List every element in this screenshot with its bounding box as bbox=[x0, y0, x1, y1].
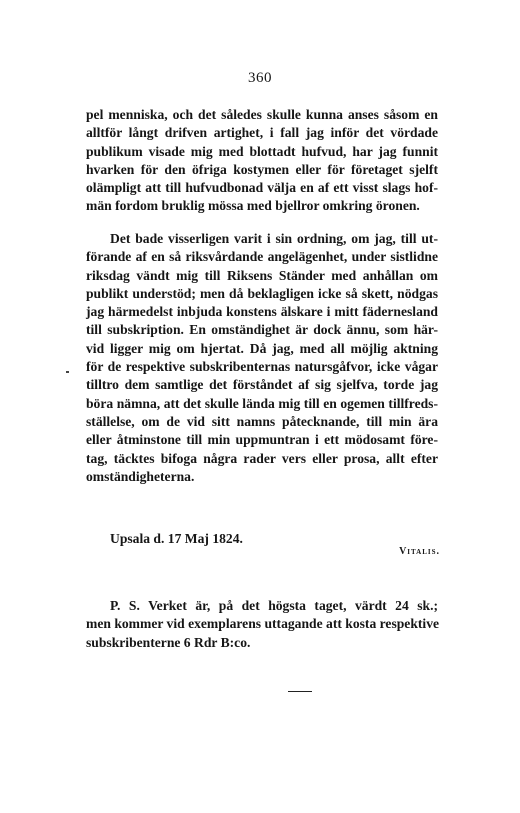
text-line: Det bade visserligen varit i sin ordning, om jag, till ut- bbox=[110, 231, 438, 246]
dateline: Upsala d. 17 Maj 1824. bbox=[110, 531, 243, 546]
text-line: riksdag vändt mig till Riksens Ständer med anhållan om bbox=[86, 267, 438, 283]
page-number: 360 bbox=[248, 70, 272, 86]
text-line: publikt understöd; men då beklagligen icke så skett, nödgas bbox=[86, 285, 438, 301]
postscript bbox=[86, 597, 438, 652]
text-line: publikum visade mig med blottadt hufvud, har jag funnit bbox=[86, 143, 438, 159]
margin-mark bbox=[66, 371, 69, 373]
text-line: vid ligger mig om hjertat. Då jag, med all möjlig aktning bbox=[86, 340, 438, 356]
text-line: förande af en så riksvårdande angelägenhet, under sistlidne bbox=[86, 249, 438, 265]
text-line: hvarken för den öfriga kostymen eller för företaget sjelft bbox=[86, 161, 438, 177]
text-line: tilltro dem samtlige det förståndet af sig sjelfva, torde jag bbox=[86, 377, 438, 393]
text-line: till subskription. En omständighet är dock ännu, som här- bbox=[86, 322, 438, 338]
text-line: ställelse, om de vid sitt namns påtecknande, till min ära bbox=[86, 413, 438, 429]
text-line: böra nämna, att det skulle lända mig till en ogemen tillfreds- bbox=[86, 395, 438, 411]
text-line: men kommer vid exemplarens uttagande att kosta respektive bbox=[86, 616, 440, 632]
text-line: olämpligt att till hufvudbonad välja en af ett visst slags hof- bbox=[86, 180, 438, 196]
footer-rule bbox=[288, 691, 312, 692]
text-line: jag härmedelst inbjuda konstens älskare i mitt fäderneslаnd bbox=[86, 304, 438, 320]
text-line: subskribenterne 6 Rdr B:co. bbox=[86, 634, 251, 650]
signature: Vitalis. bbox=[399, 546, 440, 557]
text-line: P. S. Verket är, på det högsta taget, värdt 24 sk.; bbox=[110, 598, 438, 613]
text-line: alltför långt drifven artighet, i fall jag inför det vördade bbox=[86, 125, 438, 141]
text-line: pel menniska, och det således skulle kunna anses såsom en bbox=[86, 107, 438, 122]
text-line: för de respektive subskribenternas natursgåfvor, icke vågar bbox=[86, 359, 438, 375]
paragraph-1 bbox=[86, 106, 438, 216]
text-line: tag, täcktes bifoga några rader vers eller prosa, allt efter bbox=[86, 450, 438, 466]
text-line: män fordom bruklig mössa med bjellror omkring öronen. bbox=[86, 198, 420, 214]
paragraph-2 bbox=[86, 230, 438, 486]
text-line: eller åtminstone till min uppmuntran i ett mödosamt före- bbox=[86, 432, 438, 448]
text-line: omständigheterna. bbox=[86, 468, 195, 484]
